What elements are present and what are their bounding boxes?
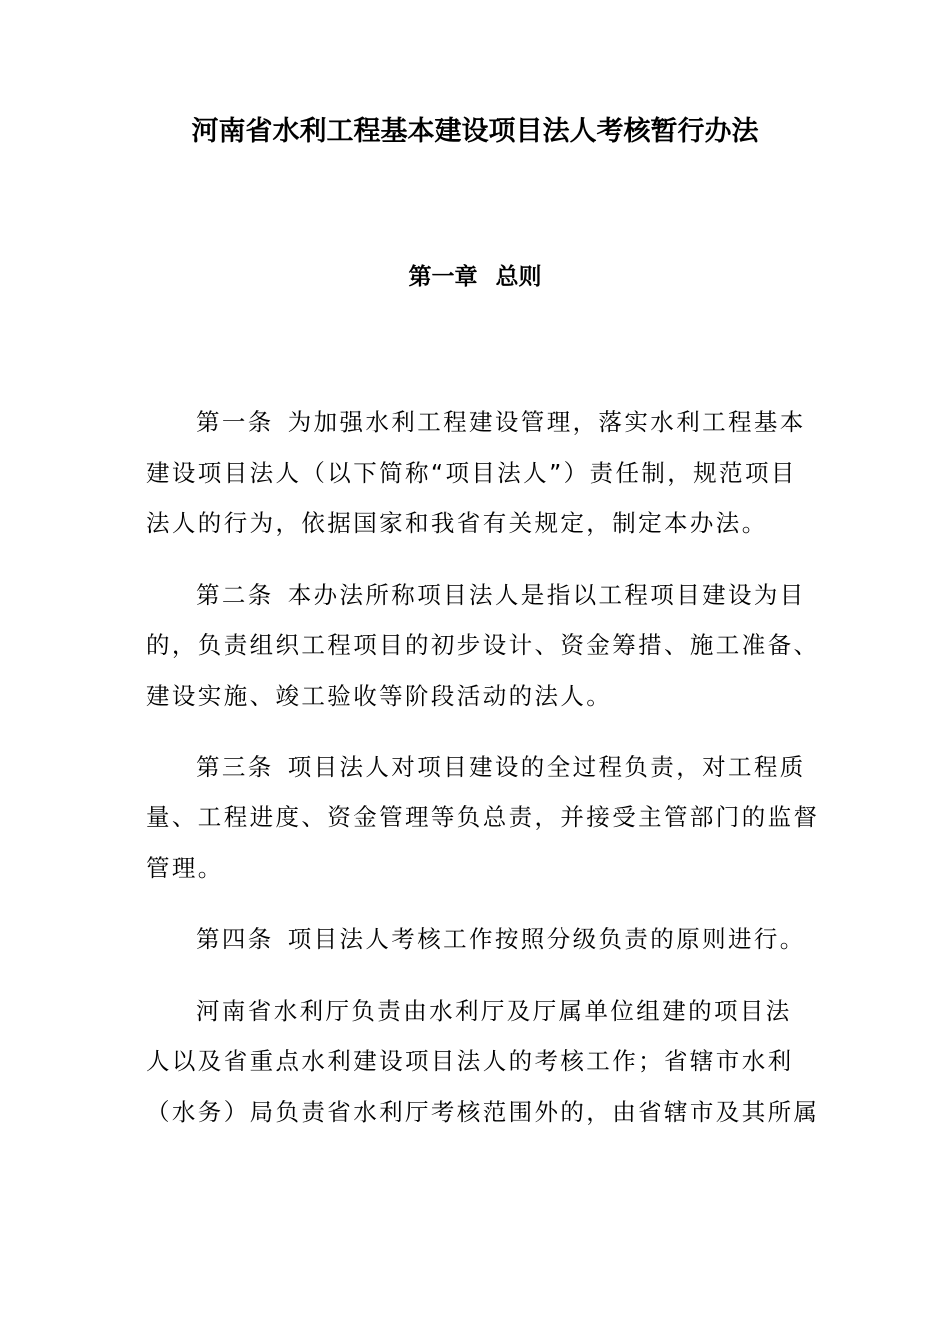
article-1-line-2: 建设项目法人（以下简称“项目法人”）责任制，规范项目 [146, 459, 797, 487]
chapter-title: 总则 [495, 264, 542, 290]
article-2-line-1 [196, 578, 806, 612]
article-3-line-3: 管理。 [146, 854, 224, 882]
article-3-text: 项目法人对项目建设的全过程负责，对工程质 [287, 753, 806, 781]
article-4-number: 第四条 [196, 925, 274, 953]
article-1-text: 为加强水利工程建设管理，落实水利工程基本 [287, 408, 806, 436]
paragraph-line-2: 人以及省重点水利建设项目法人的考核工作；省辖市水利 [146, 1047, 794, 1075]
article-4-text: 项目法人考核工作按照分级负责的原则进行。 [287, 925, 806, 953]
article-4-line-1 [196, 922, 806, 956]
article-1-line-3: 法人的行为，依据国家和我省有关规定，制定本办法。 [146, 509, 768, 537]
article-1-number: 第一条 [196, 408, 274, 436]
article-3-line-1 [196, 750, 806, 784]
article-3-line-2: 量、工程进度、资金管理等负总责，并接受主管部门的监督 [146, 803, 820, 831]
article-2-text: 本办法所称项目法人是指以工程项目建设为目 [287, 581, 806, 609]
article-1-line-1 [196, 405, 806, 439]
paragraph-line-1: 河南省水利厅负责由水利厅及厅属单位组建的项目法 [196, 997, 792, 1025]
article-2-line-2: 的，负责组织工程项目的初步设计、资金筹措、施工准备、 [146, 631, 820, 659]
chapter-heading [0, 259, 950, 295]
chapter-number: 第一章 [408, 264, 478, 290]
document-title: 河南省水利工程基本建设项目法人考核暂行办法 [191, 116, 759, 147]
article-2-line-3: 建设实施、竣工验收等阶段活动的法人。 [146, 682, 613, 710]
article-2-number: 第二条 [196, 581, 274, 609]
paragraph-line-3: （水务）局负责省水利厅考核范围外的，由省辖市及其所属 [146, 1098, 820, 1126]
article-3-number: 第三条 [196, 753, 274, 781]
